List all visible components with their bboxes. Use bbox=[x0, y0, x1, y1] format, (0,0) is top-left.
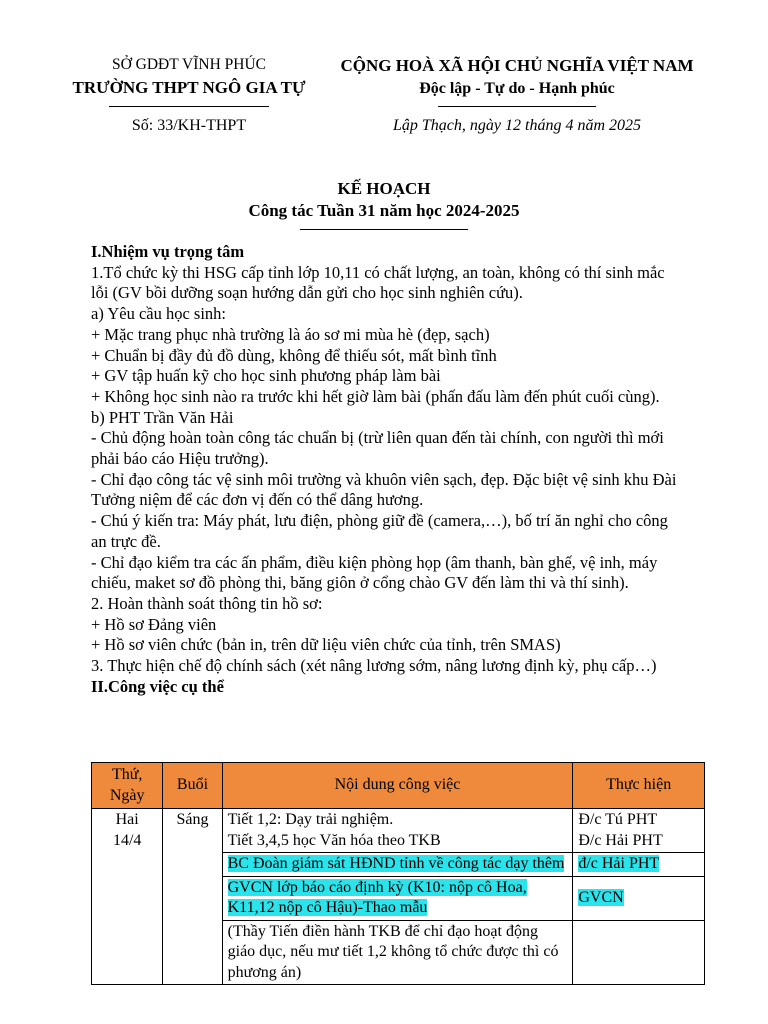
header-content: Nội dung công việc bbox=[222, 763, 573, 809]
body-line: - Chỉ đạo công tác vệ sinh môi trường và khuôn viên sạch, đẹp. Đặc biệt vệ sinh khu Đài Tưởng niệm để các đơn vị đến có thể dâng hương. bbox=[91, 469, 677, 510]
body-line: + Mặc trang phục nhà trường là áo sơ mi mùa hè (đẹp, sạch) bbox=[91, 324, 490, 344]
executor-cell bbox=[573, 876, 705, 920]
body-line: + Hồ sơ viên chức (bản in, trên dữ liệu viên chức của tỉnh, trên SMAS) bbox=[91, 635, 561, 655]
agency-name: SỞ GDĐT VĨNH PHÚC bbox=[111, 56, 267, 73]
executor-line: Đ/c Hải PHT bbox=[578, 831, 663, 849]
section-heading-tasks: II.Công việc cụ thể bbox=[91, 676, 224, 696]
body-line: 1.Tổ chức kỳ thi HSG cấp tỉnh lớp 10,11 có chất lượng, an toàn, không có thí sinh mắc lỗi (GV bồi dưỡng soạn hướng dẫn gửi cho học sinh nghiên cứu). bbox=[91, 262, 665, 303]
executor-line: Đ/c Tú PHT bbox=[578, 811, 658, 828]
schedule-table-wrap bbox=[91, 762, 705, 985]
body-line: b) PHT Trần Văn Hải bbox=[91, 407, 234, 427]
day-name: Hai bbox=[115, 811, 139, 828]
content-line: Tiết 1,2: Dạy trải nghiệm. bbox=[227, 811, 394, 828]
table-row bbox=[92, 809, 705, 853]
document-subtitle: Công tác Tuần 31 năm học 2024-2025 bbox=[248, 201, 520, 220]
body-line: + GV tập huấn kỹ cho học sinh phương pháp làm bài bbox=[91, 366, 441, 386]
header-right bbox=[322, 54, 712, 137]
body-line: - Chú ý kiến tra: Máy phát, lưu điện, phòng giữ đề (camera,…), bố trí ăn nghỉ cho công an trực đề. bbox=[91, 511, 668, 551]
body-line: - Chỉ đạo kiểm tra các ấn phẩm, điều kiện phòng họp (âm thanh, bàn ghế, vệ inh, máy chiếu, maket sơ đồ phòng thi, băng giôn ở cổng chào GV đến làm thi và thí sinh). bbox=[91, 552, 658, 593]
content-cell: (Thầy Tiến điền hành TKB để chỉ đạo hoạt động giáo dục, nếu mư tiết 1,2 không tổ chức được thì có phương án) bbox=[222, 920, 573, 985]
body-line: + Không học sinh nào ra trước khi hết giờ làm bài (phấn đấu làm đến phút cuối cùng). bbox=[91, 386, 660, 406]
session-cell: Sáng bbox=[163, 809, 222, 985]
content-cell bbox=[222, 809, 573, 853]
schedule-table bbox=[91, 762, 705, 985]
content-line: Tiết 3,4,5 học Văn hóa theo TKB bbox=[227, 831, 441, 849]
highlighted-content: GVCN lớp báo cáo định kỳ (K10: nộp cô Hoa, K11,12 nộp cô Hậu)-Thao mẫu bbox=[227, 878, 527, 916]
highlighted-executor: đ/c Hải PHT bbox=[578, 855, 660, 872]
header-right-rule bbox=[438, 106, 596, 107]
executor-cell bbox=[573, 853, 705, 877]
body-line: + Chuẩn bị đầy đủ đồ dùng, không để thiếu sót, mất bình tĩnh bbox=[91, 345, 497, 365]
executor-cell bbox=[573, 809, 705, 853]
document-number: Số: 33/KH-THPT bbox=[131, 117, 247, 134]
title-block bbox=[90, 178, 678, 230]
school-name: TRƯỜNG THPT NGÔ GIA TỰ bbox=[72, 78, 306, 97]
place-date: Lập Thạch, ngày 12 tháng 4 năm 2025 bbox=[393, 117, 641, 134]
content-cell bbox=[222, 876, 573, 920]
body-line: a) Yêu cầu học sinh: bbox=[91, 304, 227, 324]
highlighted-executor: GVCN bbox=[578, 888, 624, 906]
content-cell bbox=[222, 853, 573, 877]
document-title: KẾ HOẠCH bbox=[337, 179, 431, 198]
nation-title: CỘNG HOÀ XÃ HỘI CHỦ NGHĨA VIỆT NAM bbox=[340, 56, 694, 75]
document-body bbox=[91, 242, 681, 697]
header-session: Buổi bbox=[163, 763, 222, 809]
header-day: Thứ, Ngày bbox=[92, 763, 163, 809]
header-left-rule bbox=[109, 106, 269, 107]
day-cell bbox=[92, 809, 163, 985]
header-left bbox=[50, 54, 328, 137]
body-line: 2. Hoàn thành soát thông tin hồ sơ: bbox=[91, 593, 323, 613]
executor-cell bbox=[573, 920, 705, 985]
day-date: 14/4 bbox=[112, 831, 142, 849]
section-heading-priorities: I.Nhiệm vụ trọng tâm bbox=[91, 242, 245, 261]
body-line: + Hồ sơ Đảng viên bbox=[91, 614, 217, 634]
title-rule bbox=[300, 229, 468, 230]
header-executor: Thực hiện bbox=[573, 763, 705, 809]
table-header-row bbox=[92, 763, 705, 809]
body-line: - Chủ động hoàn toàn công tác chuẩn bị (trừ liên quan đến tài chính, con người thì mới phải báo cáo Hiệu trưởng). bbox=[91, 428, 664, 469]
body-line: 3. Thực hiện chế độ chính sách (xét nâng lương sớm, nâng lương định kỳ, phụ cấp…) bbox=[91, 656, 657, 676]
motto: Độc lập - Tự do - Hạnh phúc bbox=[419, 80, 615, 97]
highlighted-content: BC Đoàn giám sát HĐND tỉnh về công tác dạy thêm bbox=[227, 855, 565, 872]
